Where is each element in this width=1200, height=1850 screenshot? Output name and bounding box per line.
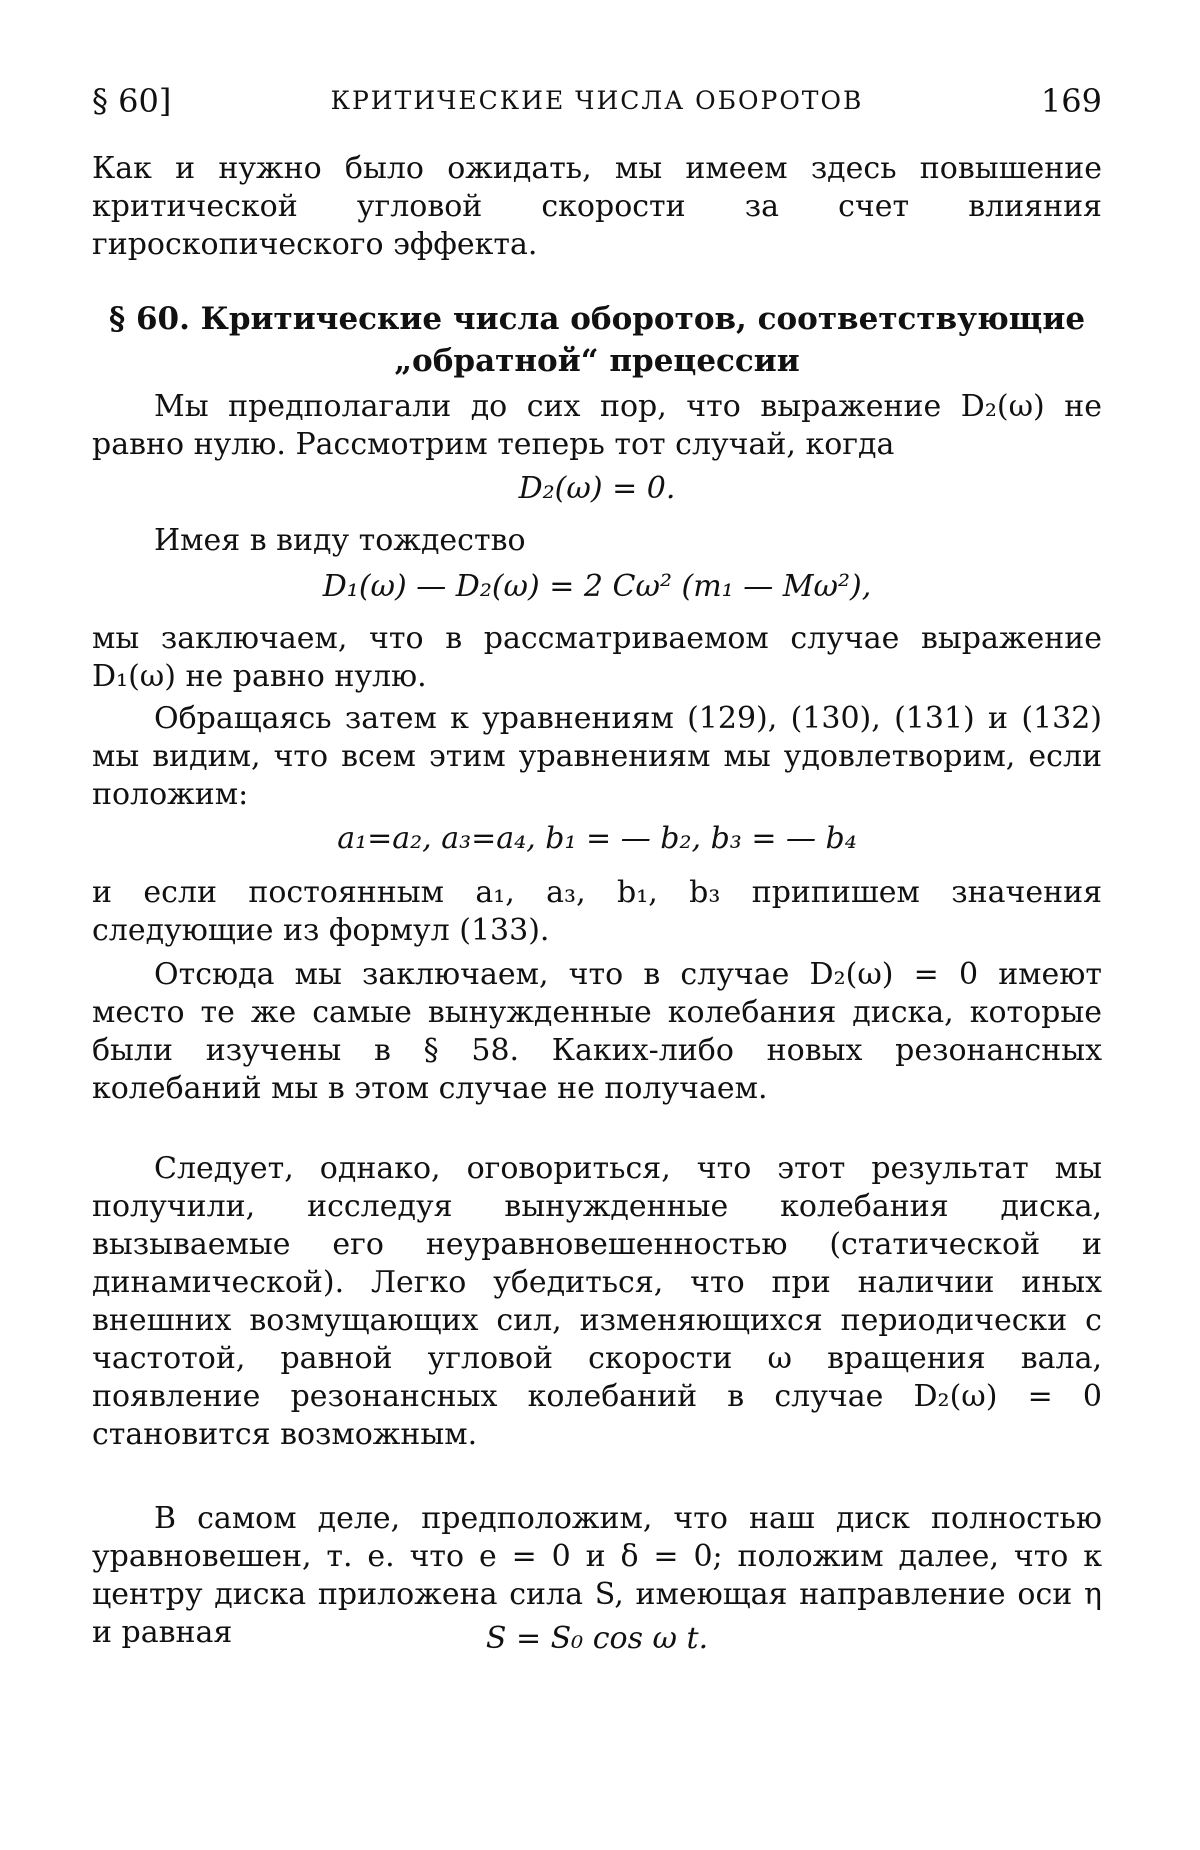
paragraph-identity: Имея в виду тождество — [154, 523, 526, 558]
paragraph-same-oscillations: Отсюда мы заключаем, что в случае D₂(ω) = 0 имеют место те же самые вынужденные колебания диска, которые были изучены в § 58. Каких-либо новых резонансных колебаний мы в этом случае не получаем. — [92, 957, 1102, 1106]
equation-force: S = S₀ cos ω t. — [485, 1621, 709, 1656]
equation-identity: D₁(ω) — D₂(ω) = 2 Cω² (m₁ — Mω²), — [322, 569, 872, 604]
equation-d2-zero: D₂(ω) = 0. — [518, 471, 676, 506]
paragraph-caveat: Следует, однако, оговориться, что этот результат мы получили, исследуя вынужденные колебания диска, вызываемые его неуравновешенностью (статической и динамической). Легко убедиться, что при наличии иных внешних возмущающих сил, изменяющихся периодически с частотой, равной угловой скорости ω вращения вала, появление резонансных колебаний в случае D₂(ω) = 0 становится возможным. — [92, 1151, 1102, 1452]
header-running-title: КРИТИЧЕСКИЕ ЧИСЛА ОБОРОТОВ — [330, 86, 864, 115]
equation-coefficients: a₁=a₂, a₃=a₄, b₁ = — b₂, b₃ = — b₄ — [337, 821, 857, 856]
paragraph-balanced-disk: В самом деле, предположим, что наш диск полностью уравновешен, т. е. что e = 0 и δ = 0; положим далее, что к центру диска приложена сила S, имеющая направление оси η и равная — [92, 1501, 1102, 1650]
running-header — [92, 82, 1102, 132]
paragraph-equations: Обращаясь затем к уравнениям (129), (130), (131) и (132) мы видим, что всем этим уравнениям мы удовлетворим, если положим: — [92, 701, 1102, 812]
page-number: 169 — [1040, 82, 1102, 120]
paragraph-assumption: Мы предполагали до сих пор, что выражение D₂(ω) не равно нулю. Рассмотрим теперь тот случай, когда — [92, 389, 1102, 462]
paragraph-intro: Как и нужно было ожидать, мы имеем здесь повышение критической угловой скорости за счет влияния гироскопического эффекта. — [92, 151, 1102, 262]
paragraph-conclusion: мы заключаем, что в рассматриваемом случае выражение D₁(ω) не равно нулю. — [92, 621, 1102, 694]
section-heading: § 60. Критические числа оборотов, соответствующие „обратной“ прецессии — [108, 301, 1086, 379]
paragraph-constants: и если постоянным a₁, a₃, b₁, b₃ припишем значения следующие из формул (133). — [92, 875, 1102, 948]
header-section-ref: § 60] — [92, 82, 172, 120]
